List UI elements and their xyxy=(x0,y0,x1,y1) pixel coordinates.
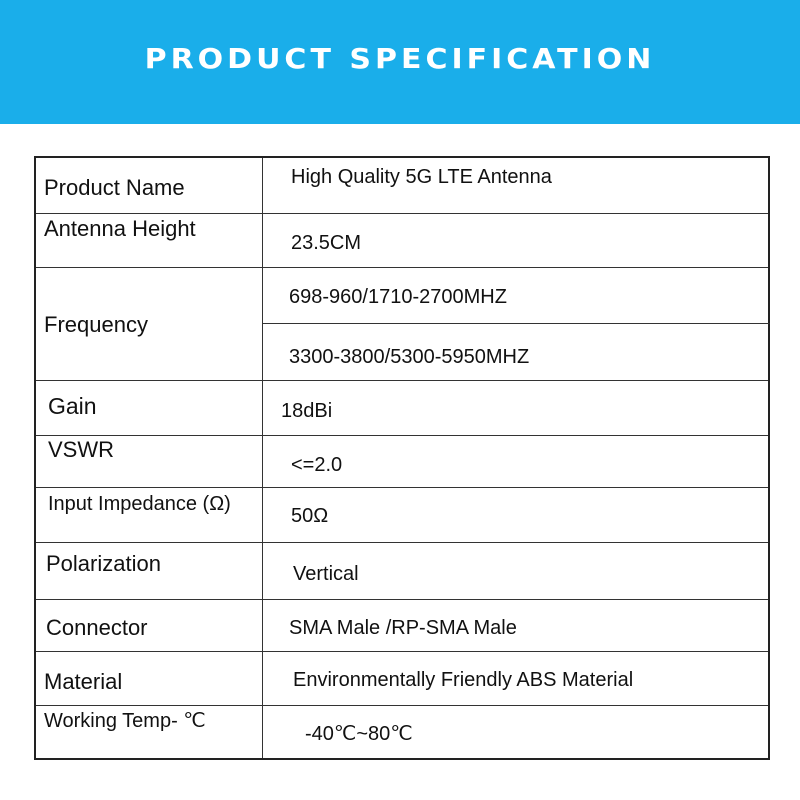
spec-label xyxy=(36,158,263,213)
spec-row-antenna-height xyxy=(36,214,768,268)
spec-value-text: -40℃~80℃ xyxy=(305,723,413,745)
spec-value-text: 3300-3800/5300-5950MHZ xyxy=(289,346,530,368)
spec-label-text: VSWR xyxy=(48,437,114,462)
spec-label-text: Material xyxy=(44,669,123,694)
spec-value xyxy=(263,381,768,435)
banner-title: PRODUCT SPECIFICATION xyxy=(144,42,656,76)
spec-label-text: Product Name xyxy=(44,175,185,200)
spec-value xyxy=(263,158,768,213)
spec-row-polarization xyxy=(36,543,768,600)
spec-row-working-temp xyxy=(36,706,768,758)
spec-value xyxy=(263,652,768,705)
spec-label xyxy=(36,488,263,542)
spec-row-connector xyxy=(36,600,768,652)
spec-label-text: Polarization xyxy=(46,551,161,576)
spec-row-frequency xyxy=(36,268,768,381)
spec-label-text: Working Temp- ℃ xyxy=(44,710,206,732)
spec-label xyxy=(36,436,263,487)
spec-row-input-impedance xyxy=(36,488,768,543)
spec-value-text: 18dBi xyxy=(281,400,333,422)
spec-label xyxy=(36,268,263,380)
title-banner xyxy=(0,0,800,124)
spec-label xyxy=(36,543,263,599)
spec-value xyxy=(263,214,768,267)
spec-value-text: High Quality 5G LTE Antenna xyxy=(291,166,552,188)
spec-value xyxy=(263,706,768,758)
spec-value-text: SMA Male /RP-SMA Male xyxy=(289,617,517,639)
spec-value xyxy=(263,268,768,380)
spec-row-material xyxy=(36,652,768,706)
spec-value xyxy=(263,436,768,487)
spec-label-text: Input Impedance (Ω) xyxy=(48,493,231,515)
spec-table xyxy=(34,156,770,760)
spec-value-text: <=2.0 xyxy=(291,454,343,476)
spec-label xyxy=(36,600,263,651)
spec-row-gain xyxy=(36,381,768,436)
spec-label xyxy=(36,652,263,705)
spec-value-text: Environmentally Friendly ABS Material xyxy=(293,669,634,691)
spec-label-text: Connector xyxy=(46,615,148,640)
spec-label xyxy=(36,214,263,267)
spec-value-text: 50Ω xyxy=(291,505,329,527)
spec-value-text: Vertical xyxy=(293,563,359,585)
spec-value xyxy=(263,600,768,651)
spec-label xyxy=(36,381,263,435)
spec-value xyxy=(263,488,768,542)
spec-label-text: Antenna Height xyxy=(44,216,196,241)
spec-value xyxy=(263,543,768,599)
spec-row-product-name xyxy=(36,158,768,214)
spec-value-text: 698-960/1710-2700MHZ xyxy=(289,286,507,308)
spec-label-text: Gain xyxy=(48,393,97,419)
spec-label xyxy=(36,706,263,758)
frequency-divider xyxy=(263,323,770,324)
spec-label-text: Frequency xyxy=(44,312,148,337)
spec-value-text: 23.5CM xyxy=(291,232,362,254)
spec-row-vswr xyxy=(36,436,768,488)
